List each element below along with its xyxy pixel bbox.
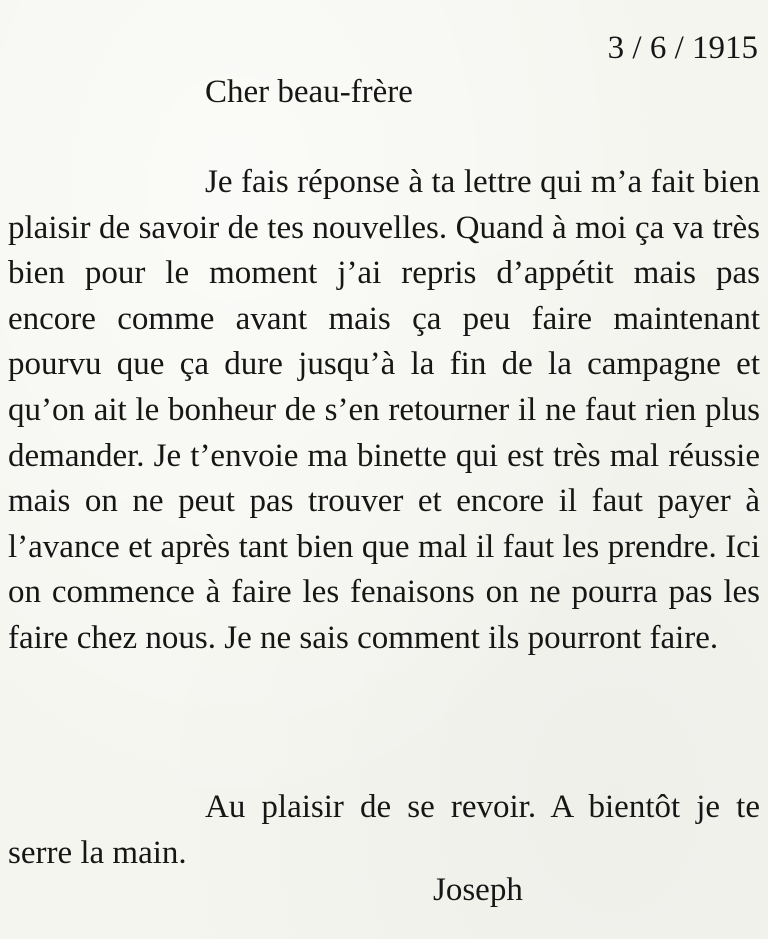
letter-date: 3 / 6 / 1915 bbox=[607, 30, 758, 66]
letter-body: Je fais réponse à ta lettre qui m’a fait bien plaisir de savoir de tes nouvelles. Quand à moi ça va très bien pour le moment j’ai repris d’appétit mais pas encore comme avant mais ça peu faire maintenant pourvu que ça dure jusqu’à la fin de la campagne et qu’on ait le bonheur de s’en retourner il ne faut rien plus demander. Je t’envoie ma binette qui est très mal réussie mais on ne peut pas trouver et encore il faut payer à l’avance et après tant bien que mal il faut les prendre. Ici on commence à faire les fenaisons on ne pourra pas les faire chez nous. Je ne sais comment ils pourront faire. bbox=[8, 164, 760, 656]
letter-signature: Joseph bbox=[433, 872, 523, 908]
letter-salutation: Cher beau-frère bbox=[205, 74, 413, 110]
letter-closing: Au plaisir de se revoir. A bientôt je te serre la main. bbox=[8, 789, 760, 871]
